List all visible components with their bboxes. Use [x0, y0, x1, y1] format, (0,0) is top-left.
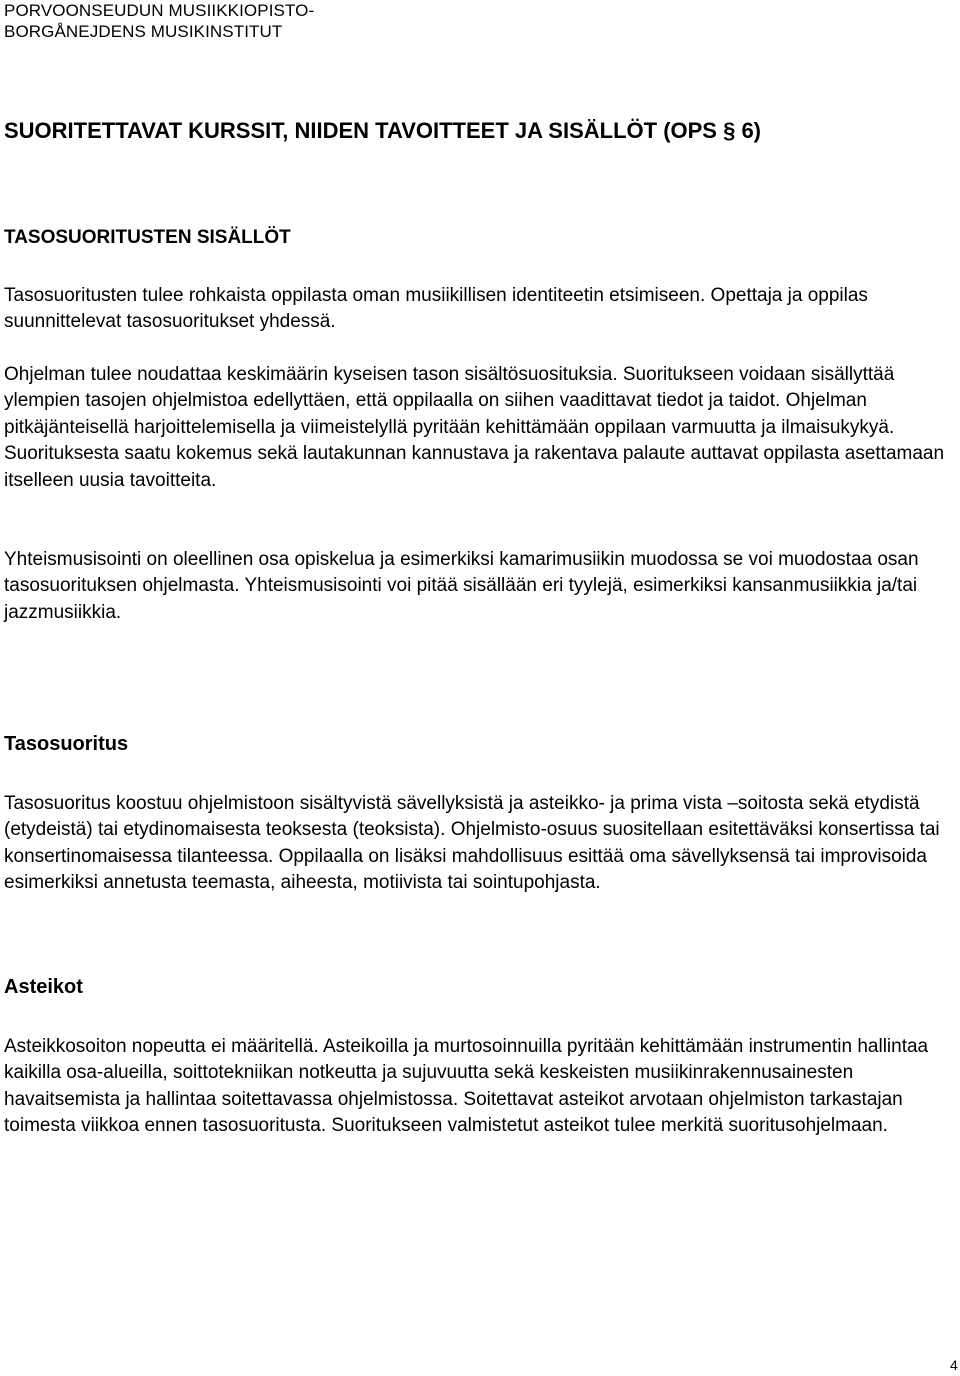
paragraph-tasosuoritus: Tasosuoritus koostuu ohjelmistoon sisältyvistä sävellyksistä ja asteikko- ja prima vista –soitosta sekä etydistä (etydeistä) tai etydinomaisesta teoksesta (teoksista). Ohjelmisto-osuus suositellaan esitettäväksi konsertissa tai konsertinomaisessa tilanteessa. Oppilaalla on lisäksi mahdollisuus esittää oma sävellyksensä tai improvisoida esimerkiksi annetusta teemasta, aiheesta, motiivista tai sointupohjasta. — [4, 793, 940, 894]
page-title: SUORITETTAVAT KURSSIT, NIIDEN TAVOITTEET JA SISÄLLÖT (OPS § 6) — [4, 118, 762, 143]
school-name-line-1: PORVOONSEUDUN MUSIIKKIOPISTO- — [4, 1, 315, 20]
school-header — [4, 0, 314, 42]
paragraph-intro: Tasosuoritusten tulee rohkaista oppilasta oman musiikillisen identiteetin etsimiseen. Opettaja ja oppilas suunnittelevat tasosuoritukset yhdessä. — [4, 285, 868, 333]
school-name-line-2: BORGÅNEJDENS MUSIKINSTITUT — [4, 22, 283, 41]
section-heading-tasosuoritus: Tasosuoritus — [4, 733, 129, 755]
section-heading-tasosuoritusten-sisallot: TASOSUORITUSTEN SISÄLLÖT — [4, 227, 291, 248]
paragraph-ensemble: Yhteismusisointi on oleellinen osa opiskelua ja esimerkiksi kamarimusiikin muodossa se voi muodostaa osan tasosuorituksen ohjelmasta. Yhteismusisointi voi pitää sisällään eri tyylejä, esimerkiksi kansanmusiikkia ja/tai jazzmusiikkia. — [4, 549, 919, 623]
section-heading-asteikot: Asteikot — [4, 976, 83, 998]
paragraph-asteikot: Asteikkosoiton nopeutta ei määritellä. Asteikoilla ja murtosoinnuilla pyritään kehittämään instrumentin hallintaa kaikilla osa-alueilla, soittotekniikan notkeutta ja sujuvuutta sekä keskeisten musiikinrakennusainesten havaitsemista ja hallintaa soitettavassa ohjelmistossa. Soitettavat asteikot arvotaan ohjelmiston tarkastajan toimesta viikkoa ennen tasosuoritusta. Suoritukseen valmistetut asteikot tulee merkitä suoritusohjelmaan. — [4, 1036, 929, 1137]
paragraph-program: Ohjelman tulee noudattaa keskimäärin kyseisen tason sisältösuosituksia. Suoritukseen voidaan sisällyttää ylempien tasojen ohjelmistoa edellyttäen, että oppilaalla on siihen vaadittavat tiedot ja taidot. Ohjelman pitkäjänteisellä harjoittelemisella ja viimeistelyllä pyritään kehittämään oppilaan varmuutta ja ilmaisukykyä. Suorituksesta saatu kokemus sekä lautakunnan kannustava ja rakentava palaute auttavat oppilasta asettamaan itselleen uusia tavoitteita. — [4, 364, 945, 491]
page-number: 4 — [950, 1357, 958, 1373]
